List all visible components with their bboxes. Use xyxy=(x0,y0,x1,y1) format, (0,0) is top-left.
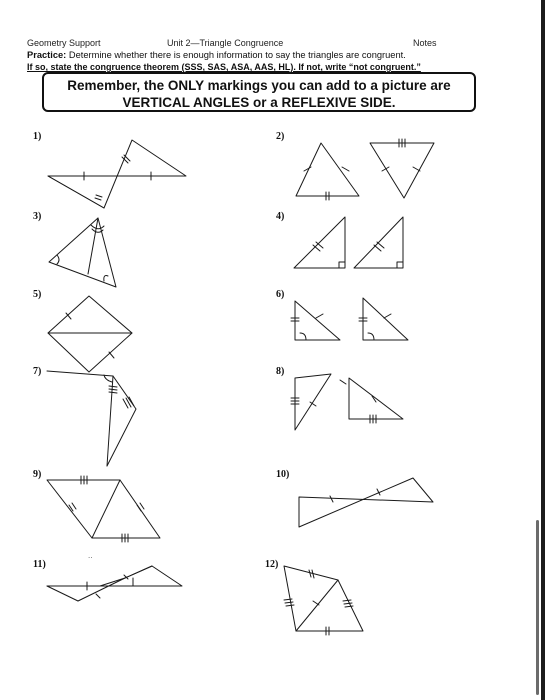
problem-number: 5) xyxy=(33,289,42,300)
unit-title: Unit 2—Triangle Congruence xyxy=(167,38,284,48)
scrollbar-thumb[interactable] xyxy=(536,520,539,695)
figure-10 xyxy=(299,478,433,527)
reminder-line-2: VERTICAL ANGLES or a REFLEXIVE SIDE. xyxy=(122,95,396,110)
problem-number: 4) xyxy=(276,211,285,222)
figure-1 xyxy=(48,140,186,208)
figure-9 xyxy=(47,476,160,542)
figure-7 xyxy=(47,371,136,466)
problem-number: 9) xyxy=(33,469,42,480)
problem-number: 11) xyxy=(33,559,46,570)
figure-5 xyxy=(48,296,132,372)
figure-2 xyxy=(296,139,434,200)
notes-label: Notes xyxy=(413,38,437,48)
window-edge xyxy=(541,0,545,700)
problem-number: 2) xyxy=(276,131,285,142)
problem-number: 6) xyxy=(276,289,285,300)
problem-number: 10) xyxy=(276,469,290,480)
theorem-instructions: If so, state the congruence theorem (SSS, SAS, ASA, AAS, HL). If not, write “not congruent.” xyxy=(27,62,421,72)
figure-11 xyxy=(47,566,182,601)
practice-text: Determine whether there is enough information to say the triangles are congruent. xyxy=(66,50,406,60)
figure-12 xyxy=(284,566,363,635)
reminder-line-1: Remember, the ONLY markings you can add to a picture are xyxy=(67,78,451,93)
figure-3 xyxy=(49,218,116,287)
problem-number: 12) xyxy=(265,559,279,570)
problem-number: 1) xyxy=(33,131,42,142)
course-name: Geometry Support xyxy=(27,38,101,48)
problem-number: 7) xyxy=(33,366,42,377)
stray-mark: .. xyxy=(88,551,93,560)
figure-4 xyxy=(294,217,403,268)
practice-label: Practice: xyxy=(27,50,67,60)
problem-number: 3) xyxy=(33,211,42,222)
figure-8 xyxy=(291,374,403,430)
problem-number: 8) xyxy=(276,366,285,377)
figure-6 xyxy=(291,298,408,340)
